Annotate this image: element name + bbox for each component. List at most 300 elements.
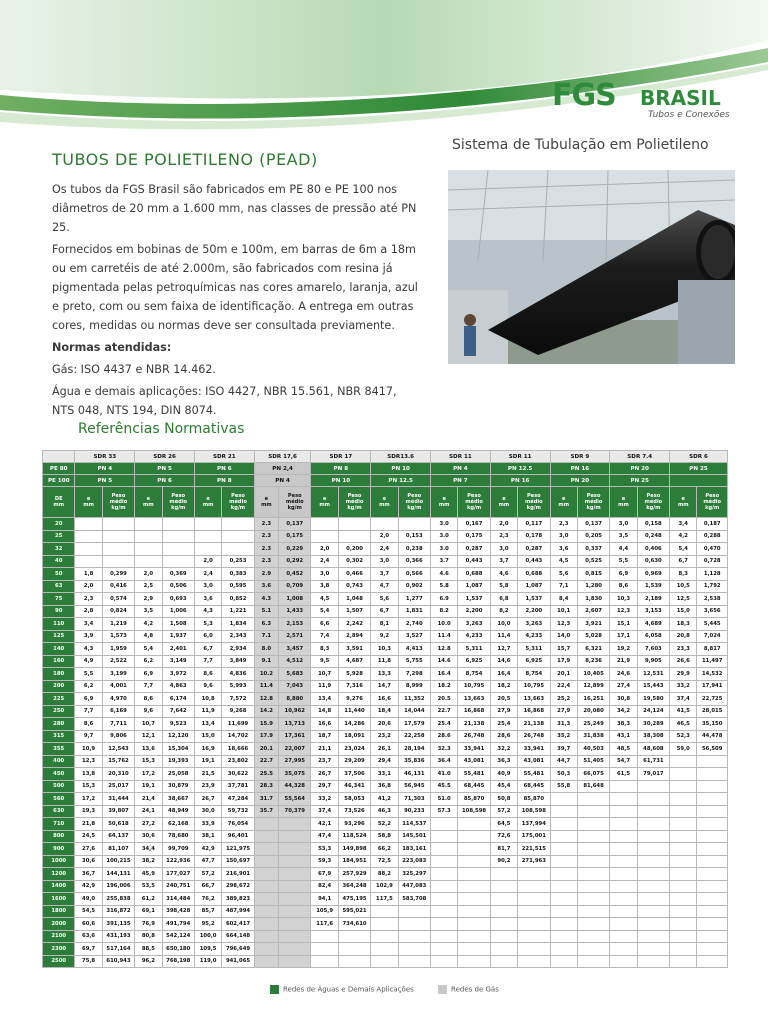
wall-thickness-cell: 59,3	[311, 855, 338, 868]
weight-cell	[577, 868, 609, 881]
weight-cell: 7,711	[102, 718, 134, 731]
pe80-class-cell: PN 16	[550, 463, 610, 475]
weight-cell	[577, 880, 609, 893]
weight-cell: 0,366	[398, 555, 430, 568]
weight-cell	[577, 855, 609, 868]
table-row	[43, 843, 728, 856]
wall-thickness-cell	[610, 830, 637, 843]
wall-thickness-cell: 2,3	[490, 530, 517, 543]
weight-cell: 13,663	[518, 693, 550, 706]
wall-thickness-cell	[254, 918, 278, 931]
weight-cell: 122,936	[162, 855, 194, 868]
weight-cell	[458, 918, 490, 931]
wall-thickness-cell: 69,1	[135, 905, 162, 918]
weight-cell: 68,445	[518, 780, 550, 793]
weight-cell: 768,198	[162, 955, 194, 968]
wall-thickness-cell: 8,6	[610, 580, 637, 593]
wall-thickness-cell: 2,3	[75, 593, 102, 606]
weight-cell	[637, 830, 669, 843]
weight-cell: 38,308	[637, 730, 669, 743]
pe100-class-cell	[670, 475, 728, 487]
weight-cell: 81,648	[577, 780, 609, 793]
weight-cell	[637, 805, 669, 818]
pe100-class-cell: PN 5	[75, 475, 135, 487]
wall-thickness-cell: 51.0	[431, 793, 458, 806]
weight-cell	[577, 893, 609, 906]
weight-cell	[637, 918, 669, 931]
weight-cell: 22,258	[398, 730, 430, 743]
weight-cell: 0,815	[577, 568, 609, 581]
wall-thickness-cell: 30,0	[194, 805, 221, 818]
de-cell: 2300	[43, 943, 75, 956]
wall-thickness-cell: 17,2	[75, 793, 102, 806]
weight-cell: 0,288	[697, 530, 728, 543]
weight-header: Peso médio kg/m	[518, 487, 550, 518]
wall-thickness-cell: 10,8	[194, 693, 221, 706]
wall-thickness-cell: 42,9	[194, 843, 221, 856]
weight-cell: 1,433	[279, 605, 311, 618]
wall-thickness-cell	[371, 943, 398, 956]
wall-thickness-cell: 45,9	[135, 868, 162, 881]
wall-thickness-cell	[311, 518, 338, 531]
weight-cell: 602,417	[222, 918, 254, 931]
wall-thickness-cell	[490, 893, 517, 906]
wall-thickness-cell: 37,4	[311, 805, 338, 818]
wall-thickness-cell	[610, 843, 637, 856]
weight-cell: 0,253	[222, 555, 254, 568]
pe80-class-cell: PN 5	[135, 463, 195, 475]
wall-thickness-cell	[254, 930, 278, 943]
weight-cell: 1,834	[222, 618, 254, 631]
wall-thickness-cell: 90,2	[490, 855, 517, 868]
wall-thickness-cell: 26,1	[371, 743, 398, 756]
weight-cell	[162, 543, 194, 556]
weight-cell: 6,169	[102, 705, 134, 718]
wall-thickness-cell	[550, 843, 577, 856]
weight-cell: 11,440	[338, 705, 370, 718]
weight-cell: 431,193	[102, 930, 134, 943]
weight-cell: 1,830	[577, 593, 609, 606]
wall-thickness-cell: 20.1	[254, 743, 278, 756]
pe80-label: PE 80	[43, 463, 75, 475]
weight-cell: 364,248	[338, 880, 370, 893]
wall-thickness-cell	[610, 880, 637, 893]
table-row	[43, 930, 728, 943]
weight-cell	[697, 930, 728, 943]
sdr-header-cell: SDR 21	[194, 451, 254, 463]
weight-cell: 25,017	[102, 780, 134, 793]
de-cell: 355	[43, 743, 75, 756]
weight-cell	[518, 905, 550, 918]
wall-thickness-cell: 9.1	[254, 655, 278, 668]
weight-cell: 99,709	[162, 843, 194, 856]
wall-thickness-cell: 2,5	[135, 580, 162, 593]
wall-thickness-cell: 14,8	[311, 705, 338, 718]
weight-cell: 0,238	[398, 543, 430, 556]
weight-cell: 14,702	[222, 730, 254, 743]
sdr-header-cell: SDR 7.4	[610, 451, 670, 463]
pe80-class-cell: PN 2,4	[254, 463, 311, 475]
de-cell: 1400	[43, 880, 75, 893]
table-row	[43, 918, 728, 931]
wall-thickness-cell: 4,3	[194, 605, 221, 618]
weight-cell: 0,187	[697, 518, 728, 531]
wall-thickness-cell	[371, 905, 398, 918]
weight-cell: 650,180	[162, 943, 194, 956]
wall-thickness-cell: 64,5	[490, 818, 517, 831]
wall-thickness-cell: 4,9	[75, 655, 102, 668]
weight-cell: 30,622	[222, 768, 254, 781]
weight-header: Peso médio kg/m	[577, 487, 609, 518]
weight-cell	[518, 893, 550, 906]
weight-cell: 7,316	[338, 680, 370, 693]
wall-thickness-cell	[254, 880, 278, 893]
de-cell: 110	[43, 618, 75, 631]
weight-cell	[162, 530, 194, 543]
table-row	[43, 618, 728, 631]
wall-thickness-cell: 34,4	[135, 843, 162, 856]
weight-cell	[518, 918, 550, 931]
weight-cell	[518, 880, 550, 893]
weight-cell: 2,934	[222, 643, 254, 656]
weight-cell: 0,175	[279, 530, 311, 543]
weight-cell: 5,755	[398, 655, 430, 668]
weight-cell: 2,153	[279, 618, 311, 631]
wall-thickness-cell: 5,6	[371, 593, 398, 606]
wall-thickness-cell: 88,5	[135, 943, 162, 956]
wall-thickness-cell: 16,9	[194, 743, 221, 756]
weight-cell: 14,286	[338, 718, 370, 731]
weight-cell: 0,743	[338, 580, 370, 593]
weight-cell: 19,393	[162, 755, 194, 768]
weight-cell: 35,075	[279, 768, 311, 781]
wall-thickness-cell: 21,9	[610, 655, 637, 668]
weight-cell	[279, 880, 311, 893]
wall-thickness-cell: 2.3	[254, 530, 278, 543]
weight-cell	[697, 843, 728, 856]
wall-thickness-cell: 7,7	[194, 655, 221, 668]
weight-cell: 1,507	[338, 605, 370, 618]
wall-thickness-cell: 28,6	[490, 730, 517, 743]
wall-thickness-cell: 10,3	[610, 593, 637, 606]
table-row	[43, 793, 728, 806]
de-cell: 250	[43, 705, 75, 718]
wall-thickness-cell: 44,7	[550, 755, 577, 768]
wall-thickness-cell: 3.0	[431, 530, 458, 543]
de-cell: 160	[43, 655, 75, 668]
wall-thickness-cell: 2.9	[254, 568, 278, 581]
weight-cell: 1,573	[102, 630, 134, 643]
wall-thickness-cell	[610, 905, 637, 918]
wall-thickness-cell: 30,8	[610, 693, 637, 706]
weight-cell: 0,595	[222, 580, 254, 593]
wall-thickness-cell: 27,6	[75, 843, 102, 856]
wall-thickness-cell: 18.2	[431, 680, 458, 693]
wall-thickness-cell: 6,2	[75, 680, 102, 693]
wall-thickness-cell: 11,8	[371, 655, 398, 668]
weight-cell: 1,221	[222, 605, 254, 618]
weight-cell: 196,006	[102, 880, 134, 893]
wall-thickness-cell: 72,5	[371, 855, 398, 868]
weight-cell: 9,523	[162, 718, 194, 731]
weight-cell	[398, 930, 430, 943]
weight-cell: 33,941	[458, 743, 490, 756]
wall-thickness-cell	[550, 918, 577, 931]
weight-cell: 48,949	[162, 805, 194, 818]
wall-thickness-cell	[75, 530, 102, 543]
wall-thickness-cell: 57,2	[194, 868, 221, 881]
weight-cell: 0,416	[102, 580, 134, 593]
weight-cell: 96,401	[222, 830, 254, 843]
wall-thickness-cell: 7,4	[311, 630, 338, 643]
weight-cell: 114,537	[398, 818, 430, 831]
legend-item-water	[270, 985, 414, 994]
weight-cell: 3,656	[697, 605, 728, 618]
weight-cell: 0,287	[458, 543, 490, 556]
wall-thickness-cell: 52,3	[670, 730, 697, 743]
weight-cell	[279, 955, 311, 968]
wall-thickness-header: e mm	[371, 487, 398, 518]
wall-thickness-cell: 53,5	[135, 880, 162, 893]
pe100-class-cell: PN 20	[550, 475, 610, 487]
wall-thickness-cell: 22,4	[550, 680, 577, 693]
weight-cell	[637, 943, 669, 956]
wall-thickness-cell: 117,6	[311, 918, 338, 931]
weight-cell: 5,445	[697, 618, 728, 631]
table-row	[43, 943, 728, 956]
wall-thickness-cell	[670, 755, 697, 768]
weight-cell: 3,921	[577, 618, 609, 631]
weight-cell: 0,205	[577, 530, 609, 543]
wall-thickness-cell: 2,0	[371, 530, 398, 543]
weight-cell: 0,630	[637, 555, 669, 568]
weight-cell: 542,124	[162, 930, 194, 943]
wall-thickness-cell: 21,8	[75, 818, 102, 831]
weight-cell: 5,993	[222, 680, 254, 693]
weight-cell: 15,443	[637, 680, 669, 693]
weight-cell: 0,574	[102, 593, 134, 606]
weight-cell: 30,289	[637, 718, 669, 731]
weight-cell: 23,802	[222, 755, 254, 768]
wall-thickness-cell: 15,3	[75, 780, 102, 793]
wall-thickness-cell: 85,7	[194, 905, 221, 918]
wall-thickness-cell: 3.7	[431, 555, 458, 568]
weight-cell: 59,732	[222, 805, 254, 818]
wall-thickness-cell	[371, 918, 398, 931]
wall-thickness-cell: 8.2	[431, 605, 458, 618]
weight-cell: 0,852	[222, 593, 254, 606]
weight-cell: 38,667	[162, 793, 194, 806]
wall-thickness-cell: 19,3	[75, 805, 102, 818]
weight-cell: 137,994	[518, 818, 550, 831]
wall-thickness-cell: 5,3	[194, 618, 221, 631]
wall-thickness-cell: 31,3	[550, 718, 577, 731]
weight-cell	[279, 818, 311, 831]
weight-cell: 9,276	[338, 693, 370, 706]
weight-cell: 0,292	[279, 555, 311, 568]
wall-thickness-cell: 9,6	[194, 680, 221, 693]
pe100-row	[43, 475, 728, 487]
weight-cell: 0,709	[279, 580, 311, 593]
wall-thickness-cell: 57.3	[431, 805, 458, 818]
de-cell: 315	[43, 730, 75, 743]
wall-thickness-cell: 14,0	[550, 630, 577, 643]
wall-thickness-cell: 15.9	[254, 718, 278, 731]
de-cell: 450	[43, 768, 75, 781]
wall-thickness-cell: 54,5	[75, 905, 102, 918]
wall-thickness-cell: 4,5	[550, 555, 577, 568]
pe100-class-cell: PN 8	[194, 475, 254, 487]
weight-cell: 70,379	[279, 805, 311, 818]
weight-cell: 1,792	[697, 580, 728, 593]
wall-thickness-cell: 13,8	[75, 768, 102, 781]
wall-thickness-cell: 41,5	[670, 705, 697, 718]
wall-thickness-cell: 76,9	[135, 918, 162, 931]
weight-cell: 487,994	[222, 905, 254, 918]
weight-cell	[279, 943, 311, 956]
weight-cell	[222, 518, 254, 531]
weight-cell: 2,538	[697, 593, 728, 606]
weight-cell: 475,195	[338, 893, 370, 906]
weight-cell	[279, 868, 311, 881]
weight-cell	[102, 555, 134, 568]
weight-cell: 44,328	[279, 780, 311, 793]
wall-thickness-cell: 3,9	[75, 630, 102, 643]
weight-cell: 7,043	[279, 680, 311, 693]
wall-thickness-cell: 33,2	[311, 793, 338, 806]
table-row	[43, 593, 728, 606]
weight-cell: 0,383	[222, 568, 254, 581]
norms-water: Água e demais aplicações: ISO 4427, NBR 15.561, NBR 8417, NTS 048, NTS 194, DIN 8074.	[52, 385, 397, 417]
wall-thickness-cell: 49,0	[75, 893, 102, 906]
de-cell: 1800	[43, 905, 75, 918]
wall-thickness-cell: 37,4	[670, 693, 697, 706]
weight-cell: 325,297	[398, 868, 430, 881]
weight-cell: 48,608	[637, 743, 669, 756]
de-cell: 125	[43, 630, 75, 643]
weight-cell: 0,287	[518, 543, 550, 556]
wall-thickness-cell: 59,0	[670, 743, 697, 756]
table-row	[43, 743, 728, 756]
weight-header: Peso médio kg/m	[102, 487, 134, 518]
wall-thickness-cell: 2,0	[311, 543, 338, 556]
weight-cell: 2,894	[338, 630, 370, 643]
wall-thickness-cell: 22.7	[431, 705, 458, 718]
wall-thickness-cell: 47,4	[311, 830, 338, 843]
wall-thickness-cell: 75,8	[75, 955, 102, 968]
weight-header: Peso médio kg/m	[338, 487, 370, 518]
table-row	[43, 705, 728, 718]
weight-cell: 1,537	[518, 593, 550, 606]
wall-thickness-cell: 9,5	[311, 655, 338, 668]
pe100-class-cell: PN 16	[490, 475, 550, 487]
wall-thickness-cell: 8,3	[670, 568, 697, 581]
wall-thickness-cell	[550, 830, 577, 843]
weight-cell: 3,972	[162, 668, 194, 681]
weight-cell: 33,941	[518, 743, 550, 756]
weight-cell: 5,311	[518, 643, 550, 656]
wall-thickness-cell	[254, 905, 278, 918]
weight-header: Peso médio kg/m	[222, 487, 254, 518]
pe80-class-cell: PN 4	[75, 463, 135, 475]
wall-thickness-cell: 23,9	[194, 780, 221, 793]
weight-header: Peso médio kg/m	[279, 487, 311, 518]
wall-thickness-cell	[254, 843, 278, 856]
sdr-header-cell: SDR 6	[670, 451, 728, 463]
wall-thickness-cell: 15,1	[610, 618, 637, 631]
wall-thickness-cell	[311, 930, 338, 943]
wall-thickness-cell	[550, 893, 577, 906]
weight-cell: 11,352	[398, 693, 430, 706]
weight-cell	[577, 943, 609, 956]
weight-cell: 17,361	[279, 730, 311, 743]
wall-thickness-cell	[311, 943, 338, 956]
weight-cell	[637, 955, 669, 968]
wall-thickness-header: e mm	[194, 487, 221, 518]
weight-cell: 734,610	[338, 918, 370, 931]
wall-thickness-cell: 28.6	[431, 730, 458, 743]
weight-cell: 12,531	[637, 668, 669, 681]
weight-cell	[697, 880, 728, 893]
wall-thickness-cell: 2,3	[550, 518, 577, 531]
wall-thickness-cell: 5,8	[490, 580, 517, 593]
weight-cell	[222, 530, 254, 543]
wall-thickness-cell: 3,0	[371, 555, 398, 568]
weight-cell: 1,539	[637, 580, 669, 593]
weight-cell: 90,233	[398, 805, 430, 818]
weight-cell: 3,149	[162, 655, 194, 668]
wall-thickness-cell: 15,0	[670, 605, 697, 618]
de-cell: 32	[43, 543, 75, 556]
wall-thickness-cell: 10,7	[311, 668, 338, 681]
wall-thickness-cell: 36,8	[371, 780, 398, 793]
wall-thickness-cell: 94,1	[311, 893, 338, 906]
wall-thickness-cell: 38,2	[135, 855, 162, 868]
wall-thickness-cell: 24,1	[135, 805, 162, 818]
wall-thickness-cell: 12.8	[431, 643, 458, 656]
weight-cell	[398, 905, 430, 918]
de-cell: 180	[43, 668, 75, 681]
weight-cell	[458, 893, 490, 906]
weight-cell: 0,302	[338, 555, 370, 568]
wall-thickness-cell: 3,7	[371, 568, 398, 581]
wall-thickness-cell: 7.1	[254, 630, 278, 643]
de-cell: 140	[43, 643, 75, 656]
wall-thickness-cell	[431, 905, 458, 918]
weight-cell: 13,663	[458, 693, 490, 706]
weight-cell: 62,168	[162, 818, 194, 831]
weight-cell: 0,693	[162, 593, 194, 606]
wall-thickness-cell: 15,7	[550, 643, 577, 656]
weight-cell	[577, 955, 609, 968]
weight-cell: 177,027	[162, 868, 194, 881]
table-row	[43, 818, 728, 831]
weight-cell: 55,481	[518, 768, 550, 781]
weight-cell: 13,713	[279, 718, 311, 731]
weight-cell: 81,107	[102, 843, 134, 856]
wall-thickness-cell	[610, 868, 637, 881]
weight-cell: 7,024	[697, 630, 728, 643]
weight-cell: 37,506	[338, 768, 370, 781]
wall-thickness-cell: 4,8	[135, 630, 162, 643]
wall-thickness-cell: 5,6	[550, 568, 577, 581]
wall-thickness-cell: 29,4	[371, 755, 398, 768]
weight-cell: 447,083	[398, 880, 430, 893]
weight-cell: 2,242	[338, 618, 370, 631]
wall-thickness-cell: 42,1	[311, 818, 338, 831]
wall-thickness-cell	[670, 830, 697, 843]
weight-cell: 1,219	[102, 618, 134, 631]
